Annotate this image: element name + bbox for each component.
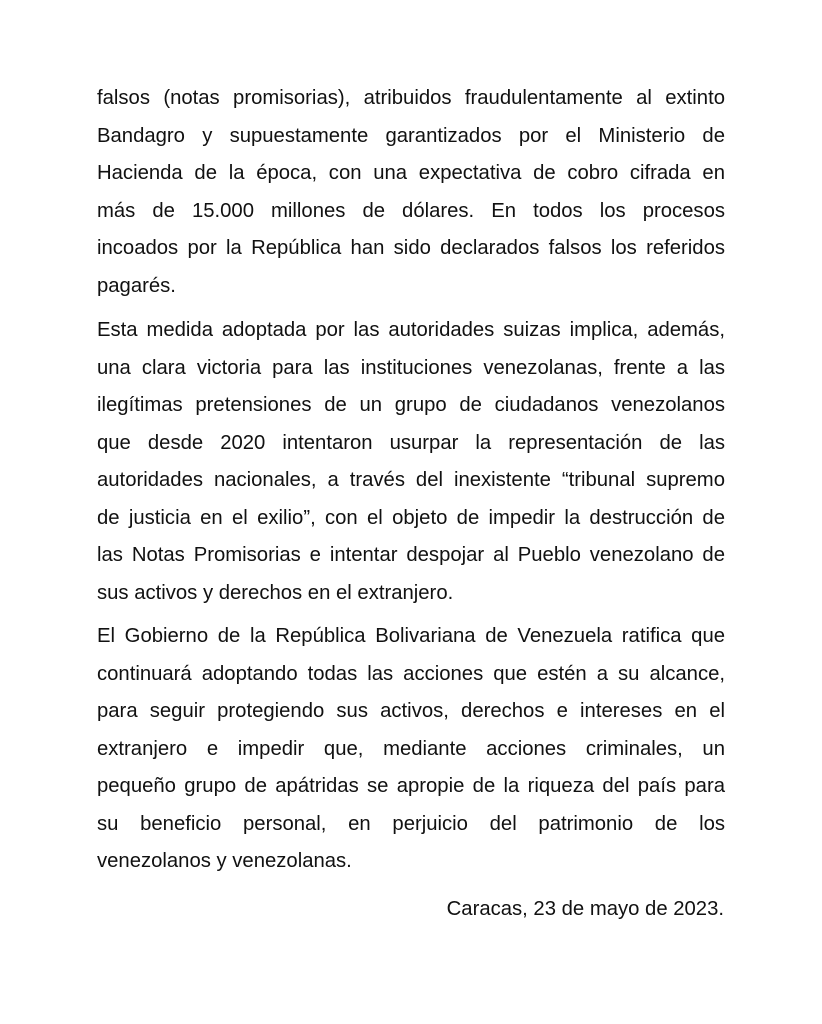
paragraph-line: una clara victoria para las instituciones venezolanas, frente a las: [97, 356, 725, 379]
paragraph-line: sus activos y derechos en el extranjero.: [97, 581, 454, 604]
paragraph-3: [97, 618, 725, 881]
closing-date-line: Caracas, 23 de mayo de 2023.: [446, 898, 724, 920]
paragraph-line: continuará adoptando todas las acciones que estén a su alcance,: [97, 662, 725, 685]
paragraph-line: las Notas Promisorias e intentar despojar al Pueblo venezolano de: [97, 544, 725, 566]
paragraph-1: [97, 80, 725, 305]
paragraph-line: de justicia en el exilio”, con el objeto de impedir la destrucción de: [97, 506, 725, 529]
paragraph-line: Esta medida adoptada por las autoridades suizas implica, además,: [97, 319, 725, 341]
paragraph-line: más de 15.000 millones de dólares. En todos los procesos: [97, 199, 725, 222]
paragraph-line: su beneficio personal, en perjuicio del patrimonio de los: [97, 812, 725, 835]
paragraph-line: que desde 2020 intentaron usurpar la representación de las: [97, 431, 725, 454]
paragraph-line: venezolanos y venezolanas.: [97, 850, 352, 872]
paragraph-line: para seguir protegiendo sus activos, derechos e intereses en el: [97, 700, 725, 722]
paragraph-2: [97, 312, 725, 612]
paragraph-line: falsos (notas promisorias), atribuidos fraudulentamente al extinto: [97, 87, 725, 109]
paragraph-line: Hacienda de la época, con una expectativa de cobro cifrada en: [97, 162, 725, 184]
paragraph-line: autoridades nacionales, a través del inexistente “tribunal supremo: [97, 469, 725, 491]
paragraph-line: Bandagro y supuestamente garantizados por el Ministerio de: [97, 124, 725, 147]
paragraph-line: incoados por la República han sido declarados falsos los referidos: [97, 237, 725, 259]
paragraph-line: pagarés.: [97, 274, 176, 297]
paragraph-line: pequeño grupo de apátridas se apropie de la riqueza del país para: [97, 775, 725, 797]
paragraph-line: extranjero e impedir que, mediante acciones criminales, un: [97, 737, 725, 760]
paragraph-line: ilegítimas pretensiones de un grupo de ciudadanos venezolanos: [97, 394, 725, 416]
paragraph-line: El Gobierno de la República Bolivariana de Venezuela ratifica que: [97, 625, 725, 647]
